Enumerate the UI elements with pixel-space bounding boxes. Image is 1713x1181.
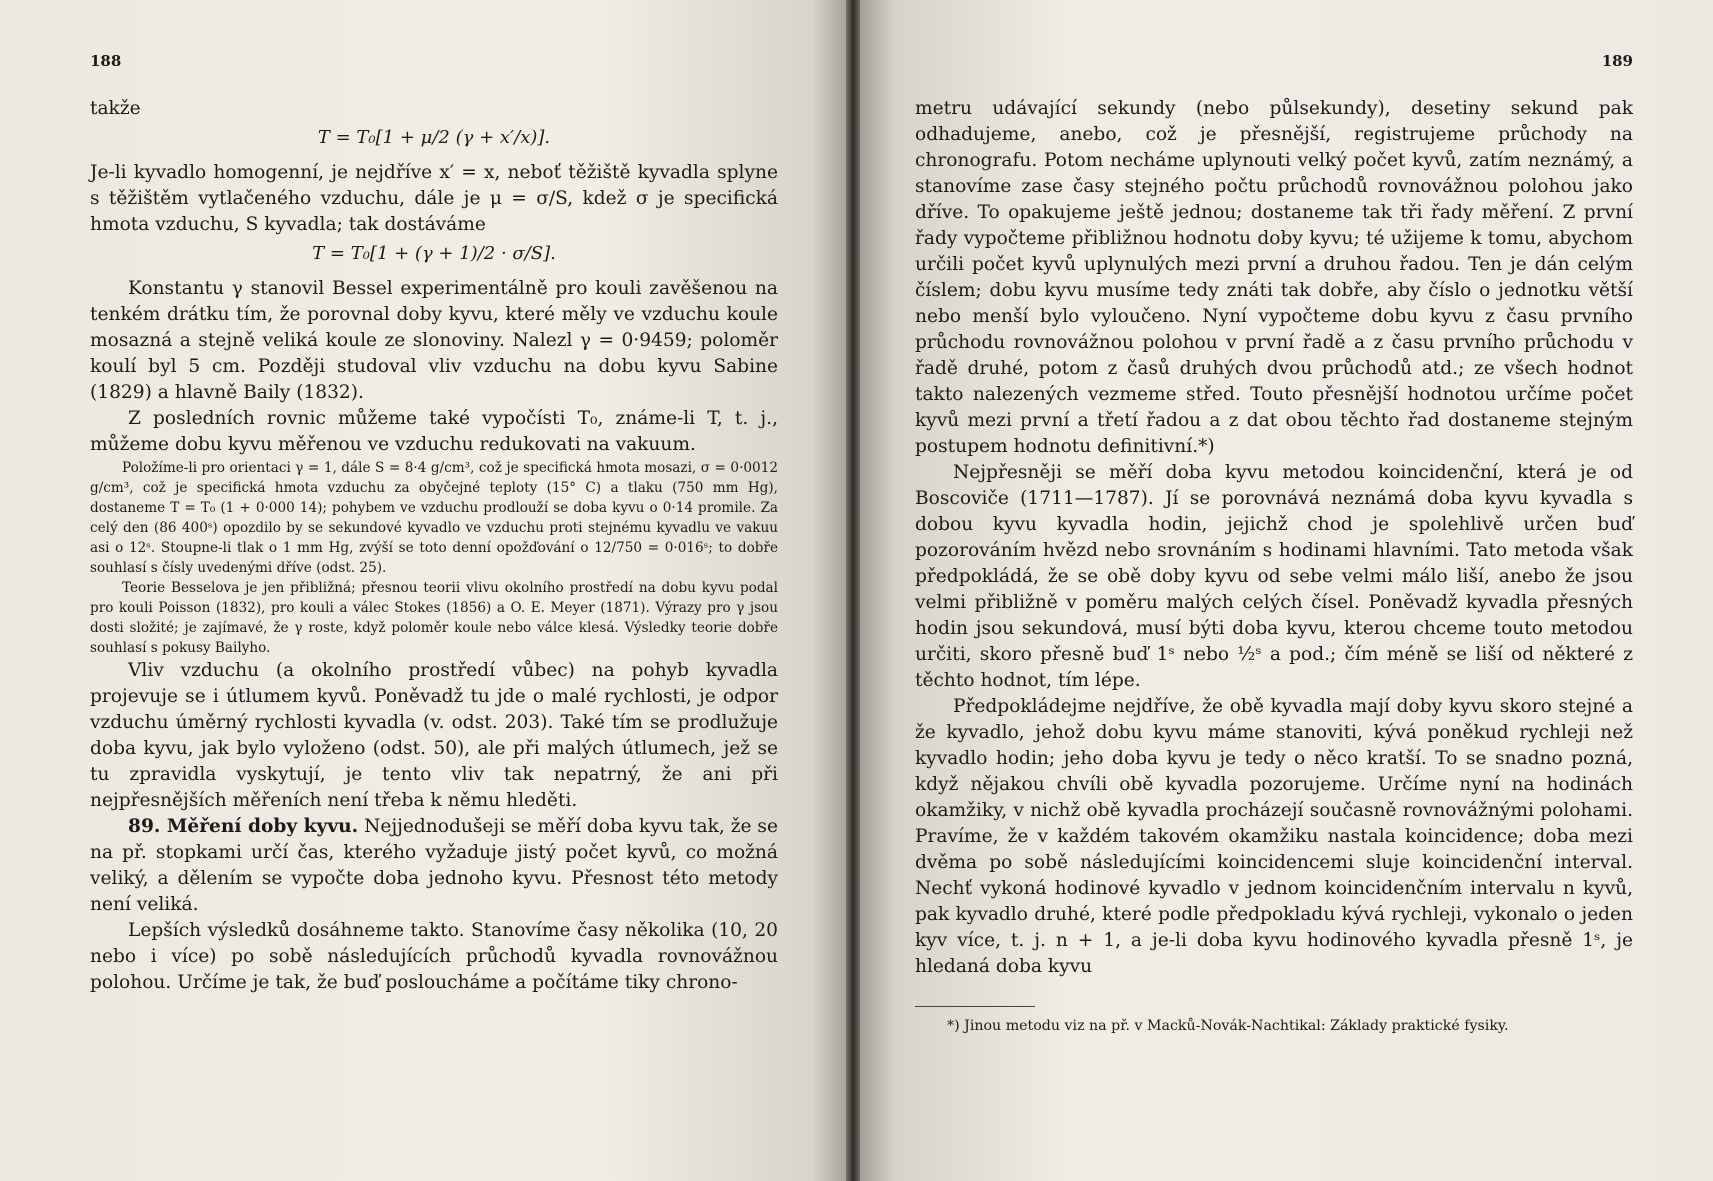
paragraph: Z posledních rovnic můžeme také vypočísti T₀, známe-li T, t. j., můžeme dobu kyvu měřenou ve vzduchu redukovati na vakuum. — [90, 408, 778, 455]
small-print-note: Položíme-li pro orientaci γ = 1, dále S = 8·4 g/cm³, což je specifická hmota mosazi, σ = 0·0012 g/cm³, což je specifická hmota vzduchu za obyčejné teploty (15° C) a tlaku (750 mm Hg), dostaneme T = T₀ (1 + 0·000 14); pohybem ve vzduchu prodlouží se doba kyvu o 0·14 promile. Za celý den (86 400ˢ) opozdilo by se sekundové kyvadlo ve vzduchu proti stejnému kyvadlu ve vakuu asi o 12ˢ. Stoupne-li tlak o 1 mm Hg, zvýší se toto denní opožďování o 12/750 = 0·016ˢ; to dobře souhlasí s čísly uvedenými dříve (odst. 25). — [90, 460, 778, 576]
paragraph: takže — [90, 98, 141, 119]
page-number: 189 — [1601, 52, 1633, 70]
section-text: Nejjednodušeji se měří doba kyvu tak, že se na př. stopkami určí čas, kterého vyžaduje jistý počet kyvů, co možná veliký, a dělením se vypočte doba jednoho kyvu. Přesnost této metody není veliká. — [90, 816, 778, 915]
right-page — [860, 0, 1713, 1181]
section-paragraph — [90, 814, 778, 918]
small-print-note: Teorie Besselova je jen přibližná; přesnou teorii vlivu okolního prostředí na dobu kyvu podal pro kouli Poisson (1832), pro kouli a válec Stokes (1856) a O. E. Meyer (1871). Výrazy pro γ jsou dosti složité; je zajímavé, že γ roste, když poloměr koule nebo válce klesá. Výsledky teorie dobře souhlasí s pokusy Bailyho. — [90, 580, 778, 656]
left-page — [0, 0, 846, 1181]
paragraph: Je-li kyvadlo homogenní, je nejdříve x′ = x, neboť těžiště kyvadla splyne s těžištěm vytlačeného vzduchu, dále je μ = σ/S, kdež σ je specifická hmota vzduchu, S kyvadla; tak dostáváme — [90, 162, 778, 235]
book-gutter — [846, 0, 860, 1181]
page-number: 188 — [90, 52, 122, 70]
equation: T = T₀[1 + μ/2 (γ + x′/x)]. — [317, 127, 551, 148]
paragraph: Předpokládejme nejdříve, že obě kyvadla mají doby kyvu skoro stejné a že kyvadlo, jehož dobu kyvu máme stanoviti, kývá poněkud rychleji než kyvadlo hodin; jeho doba kyvu je tedy o něco kratší. To se snadno pozná, když nějakou chvíli obě kyvadla pozorujeme. Určíme nyní na hodinách okamžiky, v nichž obě kyvadla procházejí současně rovnovážnými polohami. Pravíme, že v každém takovém okamžiku nastala koincidence; doba mezi dvěma po sobě následujícími koincidencemi sluje koincidenční interval. Nechť vykoná hodinové kyvadlo v jednom koincidenčním intervalu n kyvů, pak kyvadlo druhé, které podle předpokladu kývá rychleji, vykonalo o jeden kyv více, t. j. n + 1, a je-li doba kyvu hodinového kyvadla přesně 1ˢ, je hledaná doba kyvu — [915, 696, 1633, 977]
equation: T = T₀[1 + (γ + 1)/2 · σ/S]. — [312, 243, 556, 264]
footnote: *) Jinou metodu viz na př. v Macků-Novák-Nachtikal: Základy praktické fysiky. — [947, 1018, 1509, 1034]
paragraph: Konstantu γ stanovil Bessel experimentálně pro kouli zavěšenou na tenkém drátku tím, že porovnal doby kyvu, které měly ve vzduchu koule mosazná a stejně veliká koule ze slonoviny. Nalezl γ = 0·9459; poloměr koulí byl 5 cm. Později studoval vliv vzduchu na dobu kyvu Sabine (1829) a hlavně Baily (1832). — [90, 278, 778, 403]
paragraph: Vliv vzduchu (a okolního prostředí vůbec) na pohyb kyvadla projevuje se i útlumem kyvů. Poněvadž tu jde o malé rychlosti, je odpor vzduchu úměrný rychlosti kyvadla (v. odst. 203). Také tím se prodlužuje doba kyvu, jak bylo vyloženo (odst. 50), ale při malých útlumech, jež se tu zpravidla vyskytují, je tento vliv tak nepatrný, že ani při nejpřesnějších měřeních není třeba k němu hleděti. — [90, 660, 778, 811]
paragraph: Nejpřesněji se měří doba kyvu metodou koincidenční, která je od Boscoviče (1711—1787). Jí se porovnává neznámá doba kyvu kyvadla s dobou kyvu kyvadla hodin, jejichž chod je spolehlivě určen buď pozorováním hvězd nebo srovnáním s hodinami hlavními. Tato metoda však předpokládá, že se obě doby kyvu od sebe velmi málo liší, anebo že jsou velmi přibližně v poměru malých celých čísel. Poněvadž kyvadla přesných hodin jsou sekundová, musí býti doba kyvu, kterou chceme touto metodou určiti, skoro přesně buď 1ˢ nebo ½ˢ a pod.; čím méně se liší od některé z těchto hodnot, tím lépe. — [915, 462, 1633, 691]
paragraph: Lepších výsledků dosáhneme takto. Stanovíme časy několika (10, 20 nebo i více) po sobě následujících průchodů kyvadla rovnovážnou polohou. Určíme je tak, že buď posloucháme a počítáme tiky chrono- — [90, 920, 778, 993]
footnote-rule — [915, 1006, 1035, 1007]
section-heading: 89. Měření doby kyvu. — [128, 816, 359, 837]
paragraph: metru udávající sekundy (nebo půlsekundy), desetiny sekund pak odhadujeme, anebo, což je přesnější, registrujeme průchody na chronografu. Potom necháme uplynouti velký počet kyvů, zatím neznámý, a stanovíme zase časy stejného počtu průchodů rovnovážnou polohou jako dříve. To opakujeme ještě jednou; dostaneme tak tři řady měření. Z první řady vypočteme přibližnou hodnotu doby kyvu; té užijeme k tomu, abychom určili počet kyvů uplynulých mezi první a druhou řadou. Ten je dán celým číslem; dobu kyvu musíme tedy znáti tak dobře, aby číslo o jednotku větší nebo menší bylo vyloučeno. Nyní vypočteme dobu kyvu z času prvního průchodu rovnovážnou polohou v první řadě a z času prvního průchodu v řadě druhé, potom z časů druhých dvou průchodů atd.; ze všech hodnot takto nalezených vezmeme střed. Touto přesnější hodnotou určíme počet kyvů mezi první a třetí řadou a z dat obou těchto řad dostaneme stejným postupem hodnotu definitivní.*) — [915, 98, 1633, 457]
